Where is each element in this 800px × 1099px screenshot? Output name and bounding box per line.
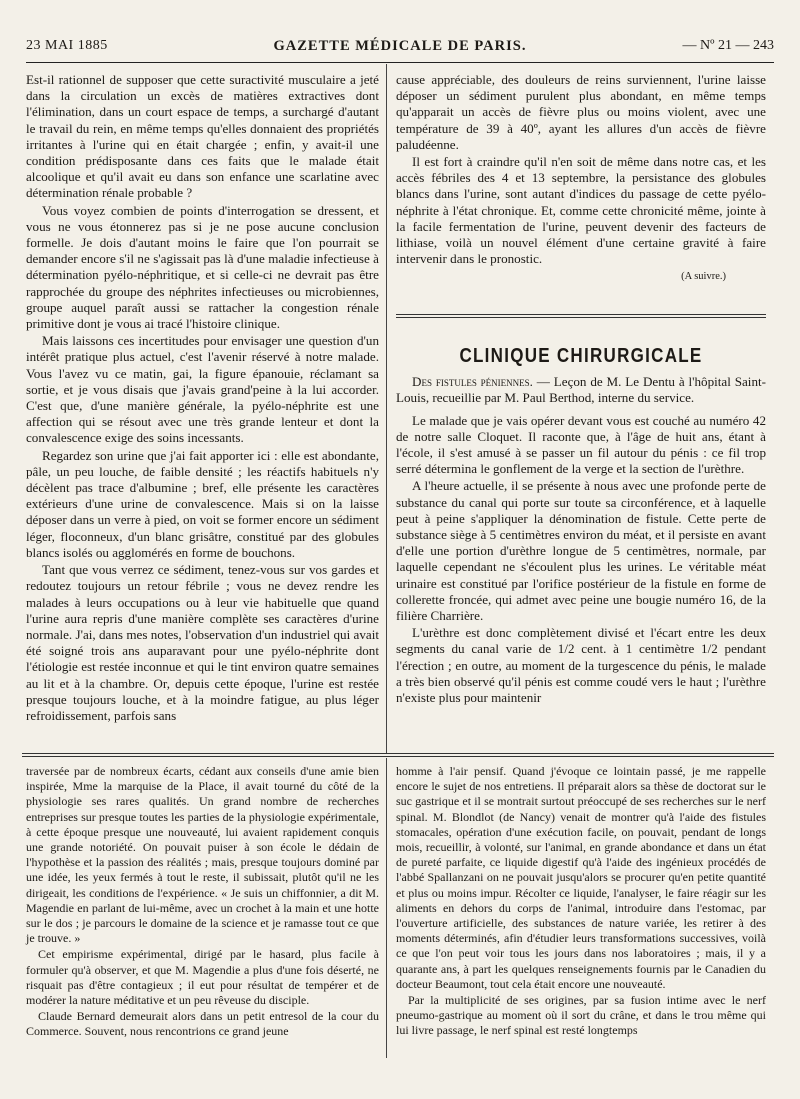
paragraph: cause appréciable, des douleurs de reins surviennent, l'urine laisse déposer un sédiment purulent plus abondant, en même temps qu'apparait un accès de fièvre plus ou moins violent, avec une température de 39 à 40º, ayant les allures d'un accès de fièvre paludéenne. — [396, 72, 766, 152]
issue-date: 23 MAI 1885 — [26, 38, 108, 53]
to-be-continued: (A suivre.) — [681, 271, 726, 283]
lecture-heading — [396, 374, 766, 406]
paragraph: homme à l'air pensif. Quand j'évoque ce lointain passé, je me rappelle encore le sujet de nos entretiens. Il préparait alors sa thèse de doctorat sur le suc gastrique et il se montrait surtout préoccupé de ses recherches sur le nerf spinal. M. Blondlot (de Nancy) venait de montrer qu'à l'aide des fistules stomacales, opération d'une exécution facile, on pouvait, pendant de longs mois, recueillir, à volonté, sur l'animal, en grande abondance et dans un état de pureté parfaite, ce liquide digestif qu'à l'aide des ingénieux procédés de l'abbé Spallanzani on ne pouvait jusqu'alors se procurer qu'en petite quantité et plus ou moins impur. Récolter ce liquide, l'analyser, le faire réagir sur les aliments en dehors du corps de l'animal, introduire dans l'estomac, par l'ouverture artificielle, des substances de nature variée, les retirer à des moments déterminés, afin d'étudier leurs transformations successives, voilà ce que l'on peut voir tous les jours dans nos laboratoires ; mais, il y a quarante ans, à part les quelques renseignements fournis par le Canadien du docteur Beaumont, tout cela était encore une nouveauté. — [396, 764, 766, 991]
paragraph: A l'heure actuelle, il se présente à nous avec une profonde perte de substance du canal qui porte sur toute sa circonférence, et à laquelle peut à peine s'appliquer la dénomination de fistule. Cette perte de substance siège à 5 centimètres environ du méat, et il persiste en avant d'elle une portion d'urèthre longue de 5 centimètres, normale, par laquelle cependant ne s'écoulent plus les urines. Le véritable méat urinaire est constitué par l'orifice postérieur de la fistule en forme de collerette froncée, qui admet avec peine une bougie numéro 16, de la filière Charrière. — [396, 478, 766, 624]
clinique-section — [396, 330, 766, 707]
paragraph: Regardez son urine que j'ai fait apporter ici : elle est abondante, pâle, un peu louche, de faible densité ; les réactifs habituels n'y décèlent pas trace d'albumine ; bref, elle présente les caractères extérieurs d'une urine de convalescence. Mais si on la laisse déposer dans un verre à pied, on voit se former encore un sédiment léger, floconneux, d'un blanc grisâtre, constitué par des globules blancs isolés ou agglomérés en forme de bouchons. — [26, 447, 379, 560]
column-divider — [386, 64, 387, 754]
section-rule — [396, 314, 766, 318]
issue-page-number: — Nº 21 — 243 — [682, 38, 774, 53]
feuilleton-rule — [22, 753, 774, 757]
feuilleton-right-column — [396, 764, 766, 1040]
journal-title: GAZETTE MÉDICALE DE PARIS. — [273, 38, 527, 54]
paragraph: traversée par de nombreux écarts, cédant aux conseils d'une amie bien inspirée, Mme la marquise de la Place, il avait tourné du côté de la physiologie ses rares qualités. Un grand nombre de recherches entreprises sur presque toutes les parties de la physiologie expérimentale, à cette époque presque une nouveauté, lui avaient rapidement conquis une grande notoriété. On pouvait puiser à son école le dédain de l'hypothèse et la passion des réalités ; mais, presque toujours dominé par une idée, les yeux fermés à tout le reste, il subissait, plutôt qu'il ne les dirigeait, les conditions de l'expérience. « Je suis un chiffonnier, a dit M. Magendie en parlant de lui-même, avec un crochet à la main et une hotte sur le dos ; je parcours le domaine de la science et je ramasse tout ce que je trouve. » — [26, 764, 379, 946]
column-divider — [386, 758, 387, 1058]
paragraph: Le malade que je vais opérer devant vous est couché au numéro 42 de notre salle Cloquet. Il raconte que, à l'âge de huit ans, étant à l'école, il s'est amusé à se passer un fil autour du pénis : ce fil trop serré détermina le gonflement de la verge et la section de l'urèthre. — [396, 412, 766, 477]
paragraph: Par la multiplicité de ses origines, par sa fusion intime avec le nerf pneumo-gastrique au moment où il sort du crâne, et dans le trou même qui lui livre passage, le nerf spinal est resté longtemps — [396, 993, 766, 1038]
paragraph: Est-il rationnel de supposer que cette suractivité musculaire a jeté dans la circulation un excès de matières extractives dont l'élimination, dans un court espace de temps, a surchargé d'autant le travail du rein, en même temps qu'elles donnaient des propriétés irritantes à l'urine qui en était chargée ; enfin, y avait-il une condition prédisposante dans ces faits que le malade était alcoolique et qu'il avait eu dans son enfance une scarlatine avec détermination rénale probable ? — [26, 72, 379, 201]
left-column-upper — [26, 72, 379, 725]
paragraph: Il est fort à craindre qu'il n'en soit de même dans notre cas, et les accès fébriles des 4 et 13 septembre, la persistance des globules blancs dans l'urine, sont autant d'indices du passage de cette pyélo-néphrite à l'état chronique. Et, comme cette chronicité même, jointe à la facile fermentation de l'urine, peuvent devenir des facteurs de lithiase, voilà un nouvel élément d'une certaine gravité à faire intervenir dans le pronostic. — [396, 154, 766, 267]
paragraph: L'urèthre est donc complètement divisé et l'écart entre les deux segments du canal varie de 1/2 cent. à 1 centimètre 1/2 pendant l'érection ; en outre, au moment de la turgescence du pénis, le malade a très bien observé qu'il pénis est comme coudé vers le haut ; l'urèthre n'existe plus pour maintenir — [396, 625, 766, 706]
header-rule — [26, 62, 774, 63]
page-header — [26, 38, 774, 60]
feuilleton-left-column — [26, 764, 379, 1041]
right-column-upper — [396, 72, 766, 286]
paragraph: Tant que vous verrez ce sédiment, tenez-vous sur vos gardes et redoutez toujours un retour fébrile ; vous ne devez rendre les malades à leurs occupations ou à leur vie habituelle que quand l'urine aura repris d'une manière complète ses caractères d'urine normale. J'ai, dans mes notes, l'observation d'un industriel qui avait été soigné trois ans auparavant pour une pyélo-néphrite dont l'étiologie est restée inconnue et qui le tint environ quatre semaines au lit et à la chambre. Or, depuis cette époque, l'urine est restée presque toujours louche, et à la moindre fatigue, au plus léger refroidissement, parfois sans — [26, 562, 379, 723]
lecture-credit: — Leçon de M. Le Dentu à l'hôpital Saint-Louis, recueillie par M. Paul Berthod, interne du service. — [396, 374, 766, 406]
paragraph: Mais laissons ces incertitudes pour envisager une question d'un intérêt pratique plus actuel, c'est l'avenir réservé à notre malade. Vous l'avez vu ce matin, gai, la figure épanouie, réclamant sa sortie, et je vous disais que j'avais grand'peine à la lui accorder. C'est que, d'une manière générale, la pyélo-néphrite est une affection qui se résout avec une très grande lenteur et dont la convalescence exige des soins incessants. — [26, 333, 379, 446]
paragraph: Vous voyez combien de points d'interrogation se dressent, et vous ne vous étonnerez pas si je ne pose aucune conclusion formelle. Je dois d'autant moins le faire que l'on pourrait se demander encore s'il ne s'agissait pas là d'une maladie infectieuse à détermination pyélo-néphritique, et si celle-ci ne devrait pas être rapprochée du groupe des néphrites infectieuses ou microbiennes, groupe auquel paraît aussi se rattacher la congestion rénale primitive dont je vous ai tracé l'histoire clinique. — [26, 202, 379, 332]
paragraph: Cet empirisme expérimental, dirigé par le hasard, plus facile à formuler qu'à observer, et que M. Magendie a plus d'une fois déserté, ne risquait pas d'être contagieux ; il eut pour résultat de tempérer et de modérer la nature méditative et un peu rêveuse du disciple. — [26, 947, 379, 1008]
paragraph: Claude Bernard demeurait alors dans un petit entresol de la cour du Commerce. Souvent, nous rencontrions ce grand jeune — [26, 1009, 379, 1039]
lecture-subject: Des fistules péniennes. — [412, 374, 533, 390]
section-title: CLINIQUE CHIRURGICALE — [459, 345, 703, 367]
